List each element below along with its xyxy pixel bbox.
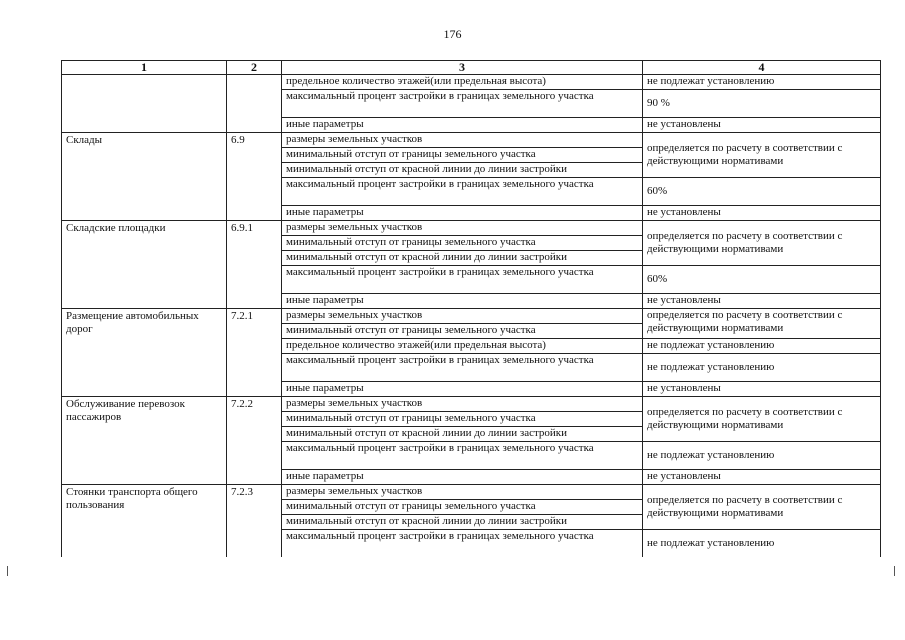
value-cell: не подлежат установлению <box>643 442 881 470</box>
use-name-cell: Обслуживание перевозок пассажиров <box>62 397 227 485</box>
value-cell: не подлежат установлению <box>643 354 881 382</box>
value-cell: определяется по расчету в соответствии с действующими нормативами <box>643 309 881 339</box>
value-cell: не подлежат установлению <box>643 530 881 558</box>
param-cell: минимальный отступ от красной линии до линии застройки <box>282 515 643 530</box>
table-row <box>62 133 881 148</box>
value-cell: не установлены <box>643 118 881 133</box>
use-name-cell <box>62 75 227 133</box>
param-cell: минимальный отступ от красной линии до линии застройки <box>282 251 643 266</box>
value-cell: 60% <box>643 266 881 294</box>
param-cell: иные параметры <box>282 294 643 309</box>
value-cell: не подлежат установлению <box>643 75 881 90</box>
use-code-cell <box>227 75 282 133</box>
value-cell: определяется по расчету в соответствии с действующими нормативами <box>643 133 881 178</box>
column-header: 3 <box>282 61 643 75</box>
param-cell: максимальный процент застройки в границах земельного участка <box>282 530 643 558</box>
param-cell: максимальный процент застройки в границах земельного участка <box>282 266 643 294</box>
use-code-cell: 7.2.3 <box>227 485 282 558</box>
param-cell: минимальный отступ от красной линии до линии застройки <box>282 427 643 442</box>
param-cell: максимальный процент застройки в границах земельного участка <box>282 354 643 382</box>
value-cell: не установлены <box>643 206 881 221</box>
param-cell: размеры земельных участков <box>282 133 643 148</box>
param-cell: предельное количество этажей(или предельная высота) <box>282 75 643 90</box>
use-code-cell: 6.9.1 <box>227 221 282 309</box>
param-cell: минимальный отступ от границы земельного участка <box>282 324 643 339</box>
param-cell: иные параметры <box>282 470 643 485</box>
param-cell: размеры земельных участков <box>282 221 643 236</box>
scan-edge-mark <box>894 566 895 576</box>
value-cell: определяется по расчету в соответствии с действующими нормативами <box>643 485 881 530</box>
value-cell: 60% <box>643 178 881 206</box>
column-header: 4 <box>643 61 881 75</box>
use-name-cell: Стоянки транспорта общего пользования <box>62 485 227 558</box>
use-name-cell: Складские площадки <box>62 221 227 309</box>
param-cell: минимальный отступ от границы земельного участка <box>282 148 643 163</box>
use-code-cell: 7.2.2 <box>227 397 282 485</box>
param-cell: минимальный отступ от красной линии до линии застройки <box>282 163 643 178</box>
param-cell: размеры земельных участков <box>282 309 643 324</box>
value-cell: 90 % <box>643 90 881 118</box>
param-cell: максимальный процент застройки в границах земельного участка <box>282 442 643 470</box>
param-cell: максимальный процент застройки в границах земельного участка <box>282 178 643 206</box>
param-cell: размеры земельных участков <box>282 397 643 412</box>
page-number: 176 <box>443 27 462 41</box>
value-cell: не подлежат установлению <box>643 339 881 354</box>
table-row <box>62 221 881 236</box>
param-cell: предельное количество этажей(или предельная высота) <box>282 339 643 354</box>
param-cell: иные параметры <box>282 118 643 133</box>
scan-edge-mark <box>7 566 8 576</box>
column-header: 2 <box>227 61 282 75</box>
param-cell: иные параметры <box>282 206 643 221</box>
param-cell: минимальный отступ от границы земельного участка <box>282 500 643 515</box>
column-header: 1 <box>62 61 227 75</box>
value-cell: определяется по расчету в соответствии с действующими нормативами <box>643 221 881 266</box>
value-cell: определяется по расчету в соответствии с действующими нормативами <box>643 397 881 442</box>
value-cell: не установлены <box>643 382 881 397</box>
param-cell: минимальный отступ от границы земельного участка <box>282 236 643 251</box>
value-cell: не установлены <box>643 294 881 309</box>
table-row <box>62 485 881 500</box>
table-row <box>62 397 881 412</box>
table-header-row <box>62 61 881 75</box>
use-name-cell: Склады <box>62 133 227 221</box>
use-name-cell: Размещение автомобильных дорог <box>62 309 227 397</box>
table-row <box>62 75 881 90</box>
table-row <box>62 309 881 324</box>
use-code-cell: 6.9 <box>227 133 282 221</box>
value-cell: не установлены <box>643 470 881 485</box>
param-cell: максимальный процент застройки в границах земельного участка <box>282 90 643 118</box>
param-cell: иные параметры <box>282 382 643 397</box>
param-cell: минимальный отступ от границы земельного участка <box>282 412 643 427</box>
param-cell: размеры земельных участков <box>282 485 643 500</box>
use-code-cell: 7.2.1 <box>227 309 282 397</box>
zoning-parameters-table <box>61 60 881 557</box>
